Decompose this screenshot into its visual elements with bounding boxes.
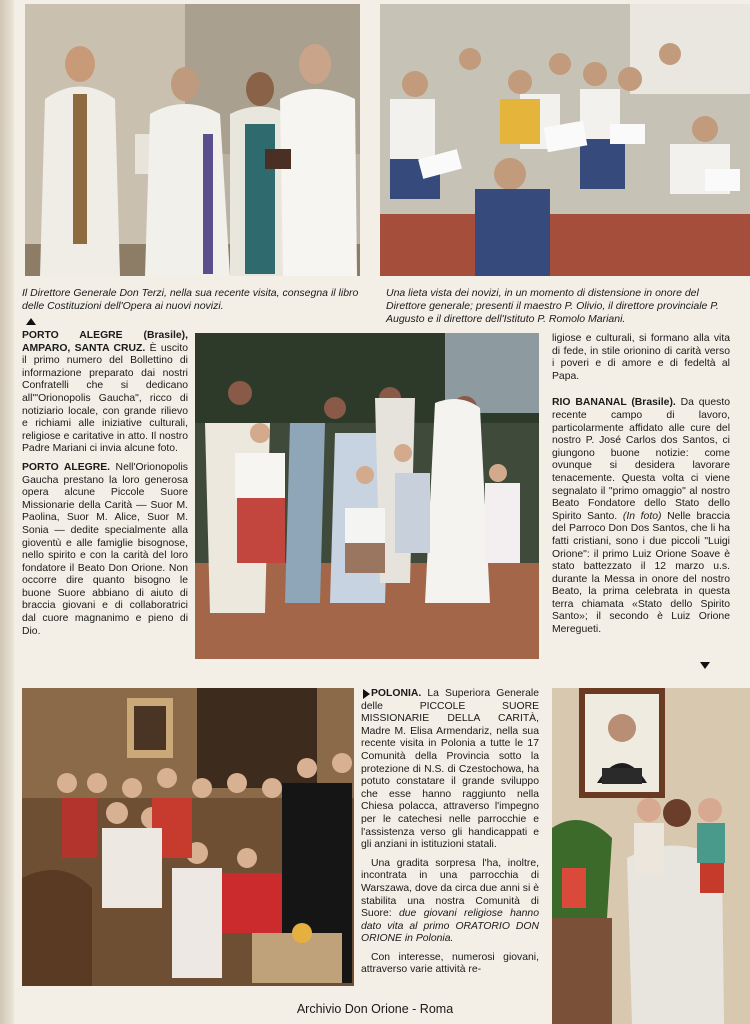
article-right-column (552, 333, 730, 643)
article-porto-alegre-santa-cruz (22, 330, 188, 456)
text-rio-bananal-1: Da questo recente campo di lavoro, particolarmente affidato alle cure del nostro P. José Carlos dos Santos, ci giungono buone notizie: come ovunque si desidera lavorare tenacemente. Questa volta ci viene segnalato il "primo omaggio" al nostro Beato Fondatore dello Stato dello Spirito Santo. (552, 397, 730, 522)
continue-marker-down-icon (700, 662, 710, 669)
text-polonia-3 (361, 952, 539, 977)
heading-porto-alegre: PORTO ALEGRE. (22, 461, 111, 473)
photo-polish-group (22, 688, 354, 986)
text-polonia-2 (361, 858, 539, 946)
photo-sisters-children (195, 333, 539, 659)
text-polonia-body-2: Una gradita sorpresa l'ha, inoltre, incontrata in una parrocchia di Warszawa, dove da circa due anni si è stabilita una nostra Comunità di Suore: (361, 857, 539, 920)
text-continuation: ligiose e culturali, si formano alla vita di fede, in stile orionino di carità verso i poveri e di amore e di fedeltà al Papa. (552, 333, 730, 382)
text-polonia-1 (361, 688, 539, 852)
caption-ceremony: Il Direttore Generale Don Terzi, nella sua recente visita, consegna il libro delle Costituzioni dell'Opera ai nuovi novizi. (22, 287, 359, 312)
text-porto-alegre-santa-cruz: È uscito il primo numero del Bollettino di informazione preparato dai nostri Confratelli che si dedicano all'"Orionopolis Gaucha", ricco di notiziario locale, con grande rilievo e richiami alle iniziative culturali, religiose e caritative in atto. Il nostro Padre Mariani ci invia alcune foto. (22, 342, 188, 455)
photo-novices (380, 4, 750, 276)
text-porto-alegre: Nell'Orionopolis Gaucha prestano la loro generosa opera alcune Piccole Suore Missionarie della Carità — Suor M. Paolina, Suor M. Alice, Suor M. Sonia — dedite specialmente alla gioventù e alle famiglie bisognose, nello spirito e con la carità del loro fondatore il Beato Don Orione. Non occorre dire quanto bisogno le buone Suore abbiano di aiuto di braccia giovani e di collaboratrici dal cuore magnanimo e pieno di Dio. (22, 461, 188, 637)
text-polonia-oratorio: due giovani religiose hanno dato vita al primo ORATORIO DON ORIONE in Polonia. (361, 908, 539, 945)
footer-archive: Archivio Don Orione - Roma (296, 1002, 454, 1016)
article-porto-alegre (22, 462, 188, 638)
article-rio-bananal (552, 397, 730, 636)
photo-priest-babies (552, 688, 750, 1024)
article-polonia (361, 688, 539, 983)
text-polonia-body-1: La Superiora Generale delle PICCOLE SUORE MISSIONARIE DELLA CARITÀ, Madre M. Elisa Armendariz, nella sua recente visita in Polonia a tutte le 17 Comunità della Provincia sotto la protezione di N.S. di Czestochowa, ha potuto constatare il grande sviluppo che esse hanno raggiunto nella Chiesa polacca, attraverso l'impegno per le catechesi nelle parrocchie e l'assistenza verso gli handicappati e gli anziani in istituzioni statali. (361, 688, 539, 851)
page-binding-edge (0, 0, 14, 1024)
photo-ceremony (25, 4, 360, 276)
heading-porto-alegre-santa-cruz: PORTO ALEGRE (Brasile), AMPARO, SANTA CRUZ. (22, 330, 188, 354)
heading-polonia: POLONIA. (371, 688, 422, 699)
section-marker-up-icon (26, 318, 36, 325)
heading-rio-bananal: RIO BANANAL (Brasile). (552, 397, 676, 409)
article-left-column (22, 330, 188, 644)
caption-novices: Una lieta vista dei novizi, in un momento di distensione in onore del Direttore generale; presenti il maestro P. Olivio, il direttore provinciale P. Augusto e il direttore dell'Istituto P. Romolo Mariani. (386, 287, 719, 325)
text-rio-bananal-2: Nelle braccia del Parroco Don Dos Santos, che li ha fatti cristiani, sono i due piccoli "Luigi Orione": il primo Luiz Orione Soave è stato battezzato il 12 marzo u.s. durante la Messa in onore del nostro Beato, la prima celebrata in questa terra chiamata «Stato dello Spirito Santo»; il secondo è Luiz Orione Meregueti. (552, 510, 730, 636)
text-in-foto: (In foto) (622, 510, 662, 522)
text-polonia-body-3: Con interesse, numerosi giovani, attraverso varie attività re- (361, 951, 539, 976)
